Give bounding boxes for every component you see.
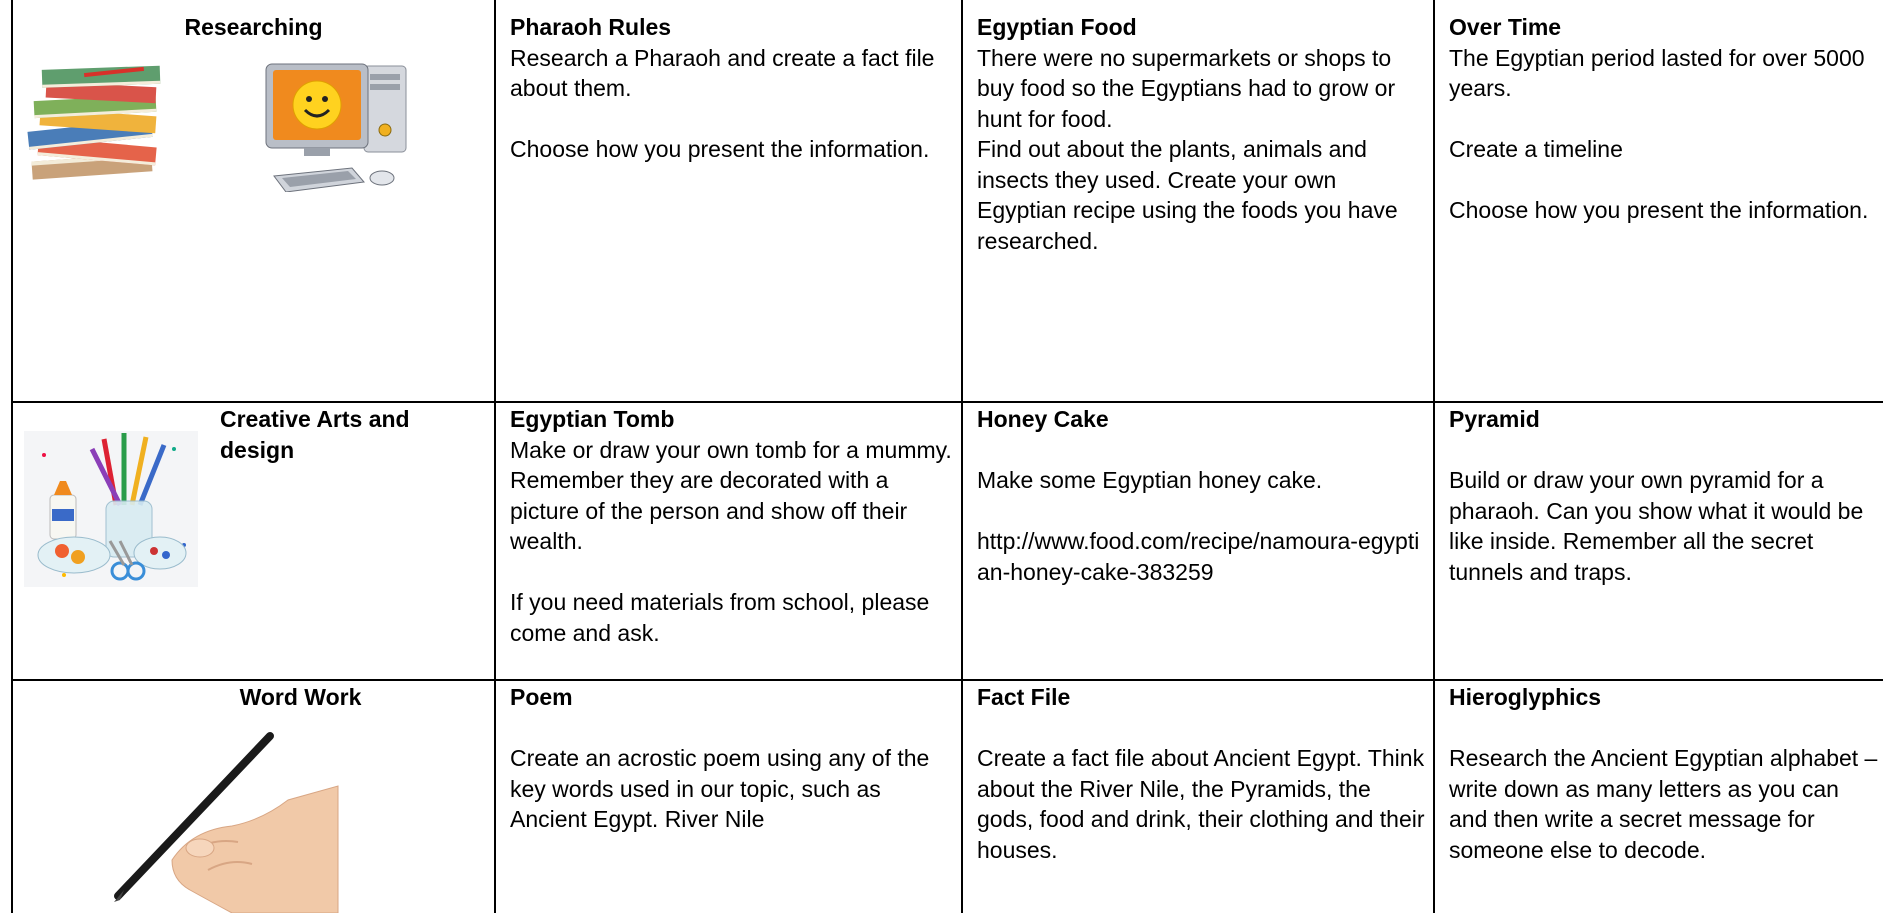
blank-line <box>1449 435 1881 466</box>
activity-cell <box>977 12 1427 256</box>
activity-title: Pharaoh Rules <box>510 14 672 40</box>
grid-line <box>961 0 963 913</box>
art-supplies-icon <box>24 425 198 587</box>
row-category-creative-arts: Creative Arts and design <box>220 406 410 463</box>
computer-icon <box>260 60 410 192</box>
activity-cell <box>510 404 955 648</box>
activity-title: Fact File <box>977 684 1071 710</box>
pencil-hand-icon <box>112 730 342 913</box>
activity-text: Build or draw your own pyramid for a pharaoh. Can you show what it would be like inside. Remember all the secret tunnels and traps. <box>1449 467 1864 585</box>
activity-cell <box>510 682 955 835</box>
activity-text: Find out about the plants, animals and insects they used. Create your own Egyptian recipe using the foods you have researched. <box>977 136 1398 254</box>
blank-line <box>1449 165 1881 196</box>
activity-text: There were no supermarkets or shops to buy food so the Egyptians had to grow or hunt for food. <box>977 44 1396 132</box>
books-icon <box>24 62 176 184</box>
blank-line <box>977 435 1427 466</box>
activity-title: Poem <box>510 684 573 710</box>
recipe-link[interactable]: http://www.food.com/recipe/namoura-egyptian-honey-cake-383259 <box>977 528 1420 585</box>
activity-title: Egyptian Food <box>977 14 1137 40</box>
activity-title: Egyptian Tomb <box>510 406 675 432</box>
row-category-word-work: Word Work <box>239 684 362 710</box>
blank-line <box>1449 713 1881 744</box>
blank-line <box>977 713 1427 744</box>
grid-line <box>11 401 1883 403</box>
activity-cell <box>1449 682 1881 865</box>
activity-text: Research the Ancient Egyptian alphabet – write down as many letters as you can and then write a secret message for someone else to decode. <box>1449 745 1878 863</box>
activity-title: Pyramid <box>1449 406 1540 432</box>
activity-text: Create a timeline <box>1449 136 1623 162</box>
activity-cell <box>977 404 1427 587</box>
activity-title: Honey Cake <box>977 406 1109 432</box>
activity-text: Create an acrostic poem using any of the key words used in our topic, such as Ancient Egypt. River Nile <box>510 745 930 832</box>
activity-text: Make or draw your own tomb for a mummy. <box>510 436 952 463</box>
activity-text: Remember they are decorated with a picture of the person and show off their wealth. <box>510 467 908 554</box>
grid-line <box>1433 0 1435 913</box>
activity-text: Research a Pharaoh and create a fact file about them. <box>510 44 935 101</box>
row-category-researching: Researching <box>184 14 323 40</box>
activity-text: If you need materials from school, please come and ask. <box>510 589 930 646</box>
activity-cell <box>977 682 1427 865</box>
activity-cell <box>510 12 955 165</box>
grid-line <box>11 679 1883 681</box>
blank-line <box>1449 104 1881 135</box>
activity-cell <box>1449 404 1881 587</box>
blank-line <box>510 104 955 135</box>
grid-line <box>494 0 496 913</box>
blank-line <box>510 557 955 588</box>
blank-line <box>510 713 955 744</box>
activity-title: Over Time <box>1449 14 1562 40</box>
activity-text: Make some Egyptian honey cake. <box>977 467 1323 493</box>
grid-line <box>11 0 13 913</box>
activity-title: Hieroglyphics <box>1449 684 1602 710</box>
activity-text: Choose how you present the information. <box>1449 197 1869 223</box>
activity-cell <box>1449 12 1881 226</box>
activity-text: The Egyptian period lasted for over 5000 years. <box>1449 44 1865 101</box>
activity-text: Create a fact file about Ancient Egypt. Think about the River Nile, the Pyramids, the gods, food and drink, their clothing and their houses. <box>977 745 1425 863</box>
blank-line <box>977 496 1427 527</box>
activity-text: Choose how you present the information. <box>510 136 930 162</box>
